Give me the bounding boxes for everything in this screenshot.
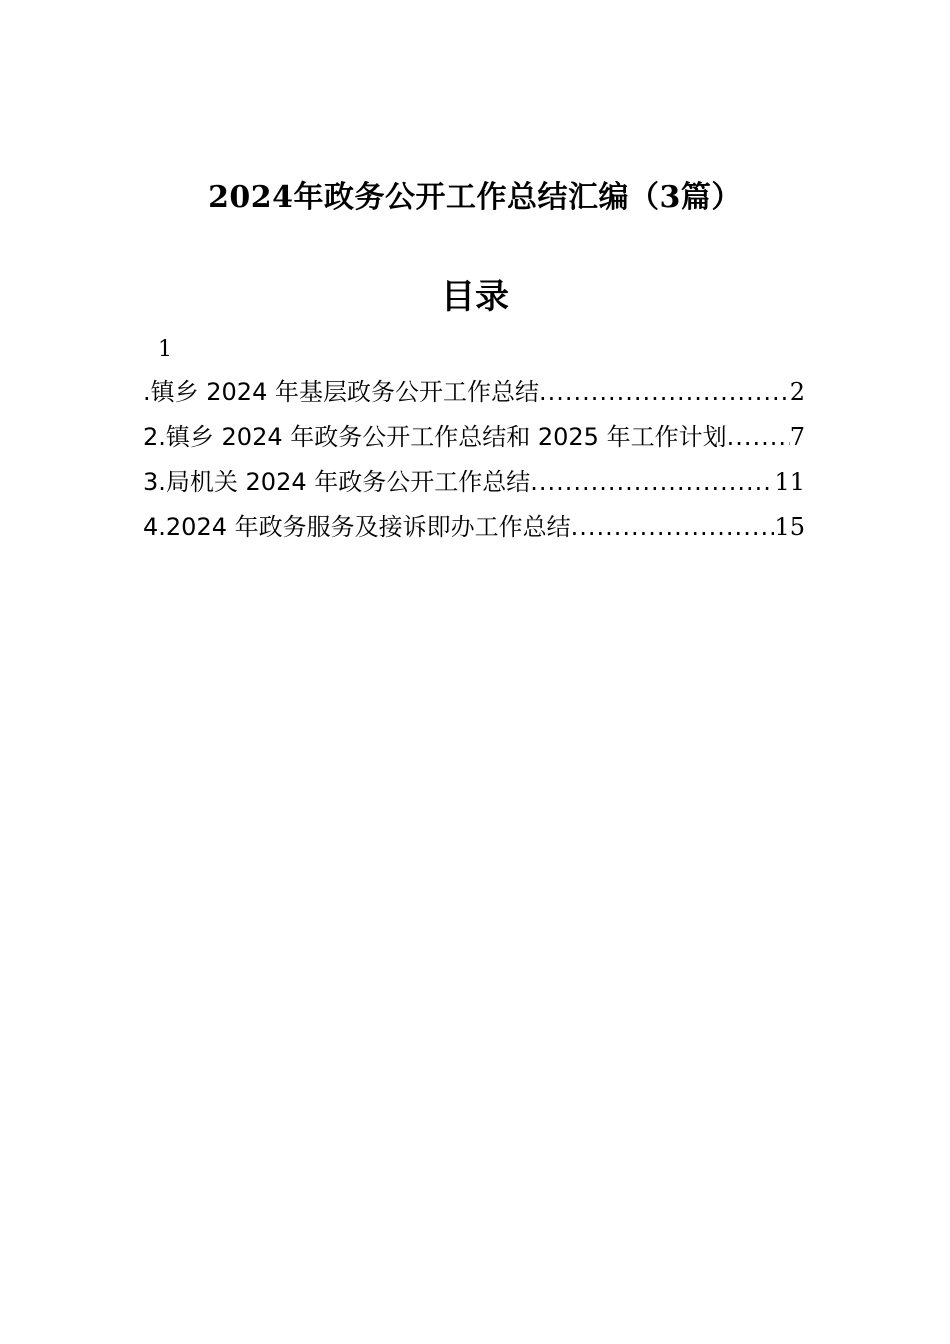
toc-entry-2[interactable]: [143, 415, 805, 460]
toc-leader-dots: [539, 370, 790, 415]
toc-page-number: 7: [789, 423, 805, 451]
toc-page-number: 11: [774, 468, 805, 496]
toc-entry-text: 4.2024 年政务服务及接诉即办工作总结: [143, 513, 571, 541]
toc-entry-1[interactable]: [143, 370, 805, 415]
toc-entry-3[interactable]: [143, 460, 805, 505]
toc-leader-dots: [571, 505, 775, 550]
toc-entry-text: 2.镇乡 2024 年政务公开工作总结和 2025 年工作计划: [143, 423, 727, 451]
toc-leader-dots: [530, 460, 774, 505]
toc-entry-text: 3.局机关 2024 年政务公开工作总结: [143, 468, 531, 496]
document-title: 2024年政务公开工作总结汇编（3篇）: [208, 180, 742, 215]
toc-page-number: 2: [789, 378, 805, 406]
toc-leader-dots: [727, 415, 790, 460]
toc-stray-number: 1: [158, 337, 172, 362]
toc-entry-text: .镇乡 2024 年基层政务公开工作总结: [143, 378, 539, 406]
toc-page-number: 15: [774, 513, 805, 541]
toc-entry-4[interactable]: [143, 505, 805, 550]
toc-heading: 目录: [441, 277, 509, 317]
table-of-contents: [143, 370, 805, 550]
